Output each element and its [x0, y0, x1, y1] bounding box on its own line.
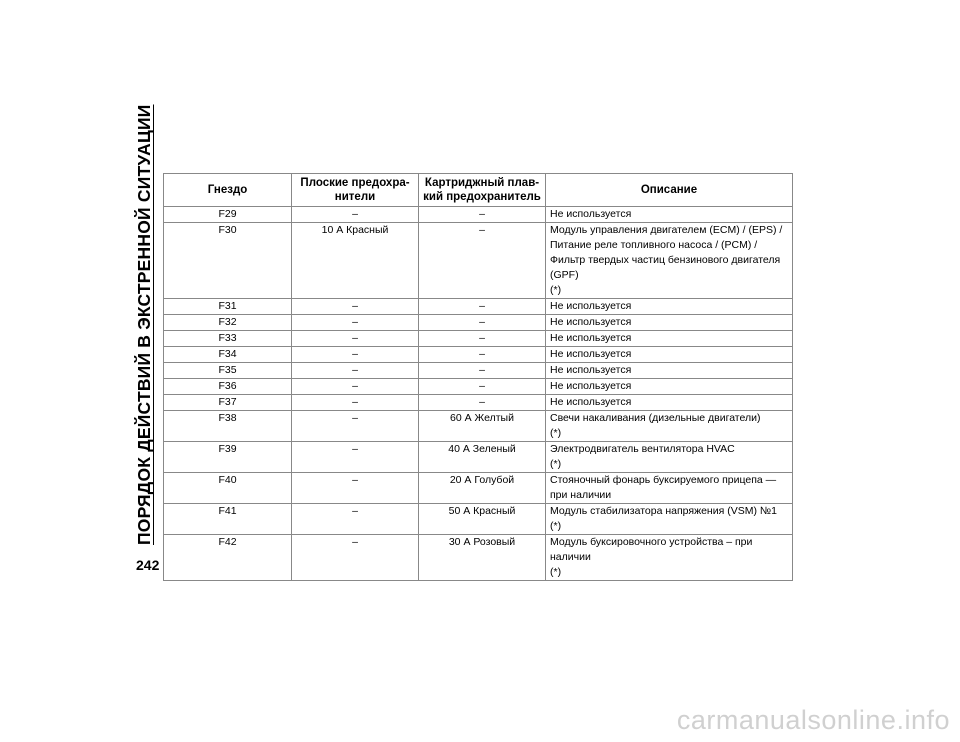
table-row [164, 535, 793, 581]
table-row [164, 315, 793, 331]
description-cell [546, 442, 793, 473]
description-cell [546, 395, 793, 411]
table-row [164, 299, 793, 315]
slot-cell: F34 [164, 347, 292, 363]
cartridge-fuse-cell: – [419, 299, 546, 315]
blade-fuse-cell: – [292, 331, 419, 347]
description-line: Не используется [550, 208, 632, 220]
slot-cell: F37 [164, 395, 292, 411]
description-cell [546, 379, 793, 395]
table-row [164, 504, 793, 535]
blade-fuse-cell: – [292, 411, 419, 442]
description-line: (*) [550, 284, 562, 296]
table-row [164, 223, 793, 299]
description-line: Фильтр твердых частиц бензинового двигателя [550, 254, 781, 266]
description-cell [546, 299, 793, 315]
description-cell [546, 315, 793, 331]
blade-fuse-cell: – [292, 535, 419, 581]
description-cell [546, 504, 793, 535]
blade-fuse-cell: – [292, 363, 419, 379]
description-line: наличии [550, 551, 591, 563]
description-line: Не используется [550, 316, 632, 328]
slot-cell: F32 [164, 315, 292, 331]
blade-fuse-cell: – [292, 442, 419, 473]
description-line: Электродвигатель вентилятора HVAC [550, 443, 735, 455]
table-row [164, 395, 793, 411]
description-line: (GPF) [550, 269, 579, 281]
blade-fuse-cell: – [292, 379, 419, 395]
description-line: Свечи накаливания (дизельные двигатели) [550, 412, 761, 424]
table-row [164, 473, 793, 504]
slot-cell: F42 [164, 535, 292, 581]
description-line: Не используется [550, 300, 632, 312]
cartridge-fuse-cell: – [419, 395, 546, 411]
page-number: 242 [136, 557, 160, 573]
description-line: Не используется [550, 380, 632, 392]
description-cell [546, 473, 793, 504]
fuse-table [163, 173, 793, 581]
table-row [164, 207, 793, 223]
description-cell [546, 347, 793, 363]
description-line: (*) [550, 458, 562, 470]
table-row [164, 347, 793, 363]
description-line: Модуль буксировочного устройства – при [550, 536, 753, 548]
description-line: Стояночный фонарь буксируемого прицепа — [550, 474, 777, 486]
description-line: Не используется [550, 396, 632, 408]
blade-fuse-cell: – [292, 504, 419, 535]
blade-fuse-cell: 10 А Красный [292, 223, 419, 299]
slot-cell: F29 [164, 207, 292, 223]
cartridge-fuse-cell: 40 А Зеленый [419, 442, 546, 473]
description-line: Не используется [550, 348, 632, 360]
description-cell [546, 535, 793, 581]
description-cell [546, 207, 793, 223]
description-line: (*) [550, 520, 562, 532]
slot-cell: F39 [164, 442, 292, 473]
description-line: Не используется [550, 332, 632, 344]
blade-fuse-cell: – [292, 395, 419, 411]
slot-cell: F36 [164, 379, 292, 395]
cartridge-fuse-cell: 50 А Красный [419, 504, 546, 535]
table-row [164, 363, 793, 379]
description-cell [546, 411, 793, 442]
slot-cell: F30 [164, 223, 292, 299]
slot-cell: F35 [164, 363, 292, 379]
blade-fuse-cell: – [292, 347, 419, 363]
cartridge-fuse-cell: – [419, 315, 546, 331]
cartridge-fuse-cell: – [419, 347, 546, 363]
description-line: Не используется [550, 364, 632, 376]
slot-cell: F31 [164, 299, 292, 315]
cartridge-fuse-cell: – [419, 331, 546, 347]
table-header-row [164, 174, 793, 207]
description-cell [546, 363, 793, 379]
description-cell [546, 331, 793, 347]
table-row [164, 442, 793, 473]
cartridge-fuse-cell: 20 А Голубой [419, 473, 546, 504]
description-line: Модуль управления двигателем (ECM) / (EPS) / [550, 224, 783, 236]
slot-cell: F33 [164, 331, 292, 347]
header-cartridge-fuse: Картриджный плав-кий предохранитель [419, 174, 546, 207]
table-body [164, 207, 793, 581]
description-line: при наличии [550, 489, 612, 501]
table-row [164, 331, 793, 347]
description-line: Модуль стабилизатора напряжения (VSM) №1 [550, 505, 777, 517]
table-row [164, 411, 793, 442]
cartridge-fuse-cell: – [419, 363, 546, 379]
header-blade-fuses: Плоские предохра-нители [292, 174, 419, 207]
cartridge-fuse-cell: – [419, 207, 546, 223]
cartridge-fuse-cell: 60 А Желтый [419, 411, 546, 442]
description-line: Питание реле топливного насоса / (PCM) / [550, 239, 758, 251]
cartridge-fuse-cell: 30 А Розовый [419, 535, 546, 581]
description-line: (*) [550, 427, 562, 439]
blade-fuse-cell: – [292, 207, 419, 223]
watermark: carmanualsonline.info [676, 705, 950, 735]
blade-fuse-cell: – [292, 473, 419, 504]
header-description: Описание [546, 174, 793, 207]
header-slot: Гнездо [164, 174, 292, 207]
cartridge-fuse-cell: – [419, 379, 546, 395]
blade-fuse-cell: – [292, 299, 419, 315]
slot-cell: F41 [164, 504, 292, 535]
section-title: ПОРЯДОК ДЕЙСТВИЙ В ЭКСТРЕННОЙ СИТУАЦИИ [134, 104, 154, 545]
description-line: (*) [550, 566, 562, 578]
slot-cell: F38 [164, 411, 292, 442]
description-cell [546, 223, 793, 299]
cartridge-fuse-cell: – [419, 223, 546, 299]
slot-cell: F40 [164, 473, 292, 504]
table-row [164, 379, 793, 395]
blade-fuse-cell: – [292, 315, 419, 331]
